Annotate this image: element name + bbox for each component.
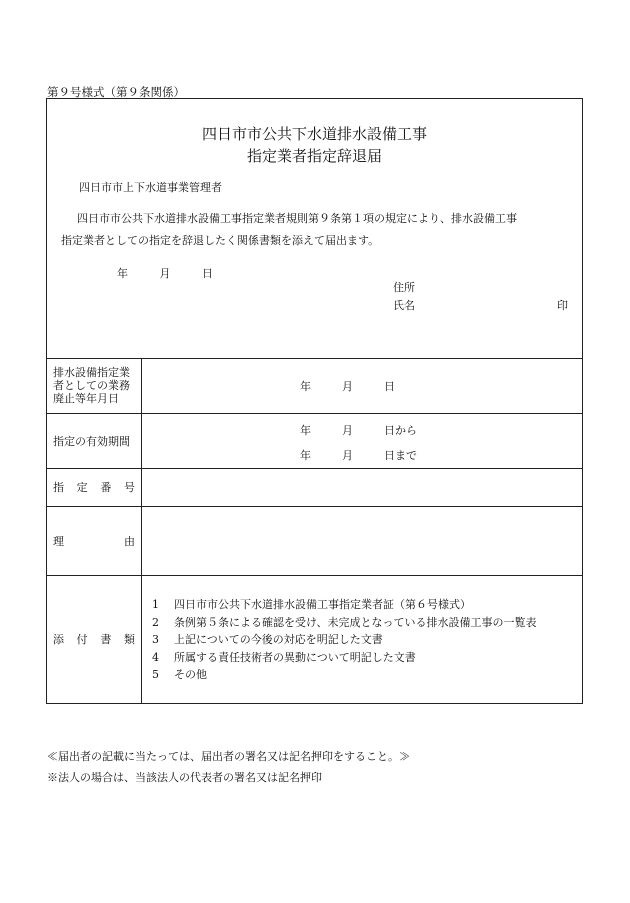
abolition-year: 年 xyxy=(300,380,311,393)
reason-label xyxy=(47,507,142,575)
row-designation-number xyxy=(47,469,582,507)
designation-number-label xyxy=(47,469,142,506)
validity-to-day: 日まで xyxy=(384,449,417,462)
body-text xyxy=(61,208,571,252)
abolition-day: 日 xyxy=(384,380,395,393)
form-header xyxy=(47,99,582,359)
row-validity-period xyxy=(47,414,582,469)
addressee: 四日市市上下水道事業管理者 xyxy=(79,181,222,194)
abolition-label-line2: 者としての業務 xyxy=(53,379,130,392)
form-sheet xyxy=(46,98,583,704)
abolition-date-value[interactable] xyxy=(142,358,582,413)
validity-from-day: 日から xyxy=(384,424,417,437)
validity-period-value[interactable] xyxy=(142,414,582,468)
reason-value[interactable] xyxy=(142,507,582,575)
validity-from-month: 月 xyxy=(342,424,353,437)
validity-period-label: 指定の有効期間 xyxy=(47,414,142,468)
attachments-label xyxy=(47,576,142,703)
abolition-label-line3: 廃止等年月日 xyxy=(53,392,119,405)
date-month: 月 xyxy=(159,267,171,280)
body-line-2: 指定業者としての指定を辞退したく関係書類を添えて届出ます。 xyxy=(61,234,380,247)
attachments-value xyxy=(142,576,582,703)
designation-char-2: 定 xyxy=(76,481,88,494)
form-title-line2: 指定業者指定辞退届 xyxy=(246,147,382,165)
note-signature: ≪届出者の記載に当たっては、届出者の署名又は記名押印をすること。≫ xyxy=(47,750,410,763)
designation-char-3: 番 xyxy=(100,481,112,494)
body-line-1: 四日市市公共下水道排水設備工事指定業者規則第９条第１項の規定により、排水設備工事 xyxy=(77,212,517,225)
seal-label: 印 xyxy=(557,299,568,312)
attachments-char-2: 付 xyxy=(76,633,88,646)
list-item: 4 所属する責任技術者の異動について明記した文書 xyxy=(152,650,416,664)
abolition-month: 月 xyxy=(342,380,353,393)
attachments-char-1: 添 xyxy=(53,633,64,646)
note-corporation: ※法人の場合は、当該法人の代表者の署名又は記名押印 xyxy=(47,771,322,784)
attachments-list xyxy=(152,596,537,684)
attachments-char-3: 書 xyxy=(100,633,112,646)
row-attachments xyxy=(47,576,582,703)
reason-char-1: 理 xyxy=(53,534,64,548)
address-label: 住所 xyxy=(393,281,415,294)
list-item: 1 四日市市公共下水道排水設備工事指定業者証（第６号様式） xyxy=(152,598,471,611)
validity-to-month: 月 xyxy=(342,449,353,462)
date-year: 年 xyxy=(117,267,128,280)
designation-number-value[interactable] xyxy=(142,469,582,506)
submission-date xyxy=(117,265,241,281)
abolition-date-label xyxy=(47,358,142,413)
attachments-char-4: 類 xyxy=(123,633,135,646)
row-abolition-date xyxy=(47,358,582,414)
form-title-line1: 四日市市公共下水道排水設備工事 xyxy=(201,125,427,143)
reason-char-2: 由 xyxy=(124,534,135,548)
designation-char-4: 号 xyxy=(123,481,135,494)
row-reason xyxy=(47,507,582,576)
date-day: 日 xyxy=(202,267,213,280)
validity-from-year: 年 xyxy=(300,424,311,437)
list-item: 3 上記についての今後の対応を明記した文書 xyxy=(152,633,383,646)
list-item: 2 条例第５条による確認を受け、未完成となっている排水設備工事の一覧表 xyxy=(152,615,537,629)
designation-char-1: 指 xyxy=(53,481,64,494)
form-number: 第９号様式（第９条関係） xyxy=(47,85,185,99)
list-item: 5 その他 xyxy=(152,668,207,681)
validity-to-year: 年 xyxy=(300,449,311,462)
name-label: 氏名 xyxy=(393,299,415,312)
abolition-label-line1: 排水設備指定業 xyxy=(53,366,130,379)
